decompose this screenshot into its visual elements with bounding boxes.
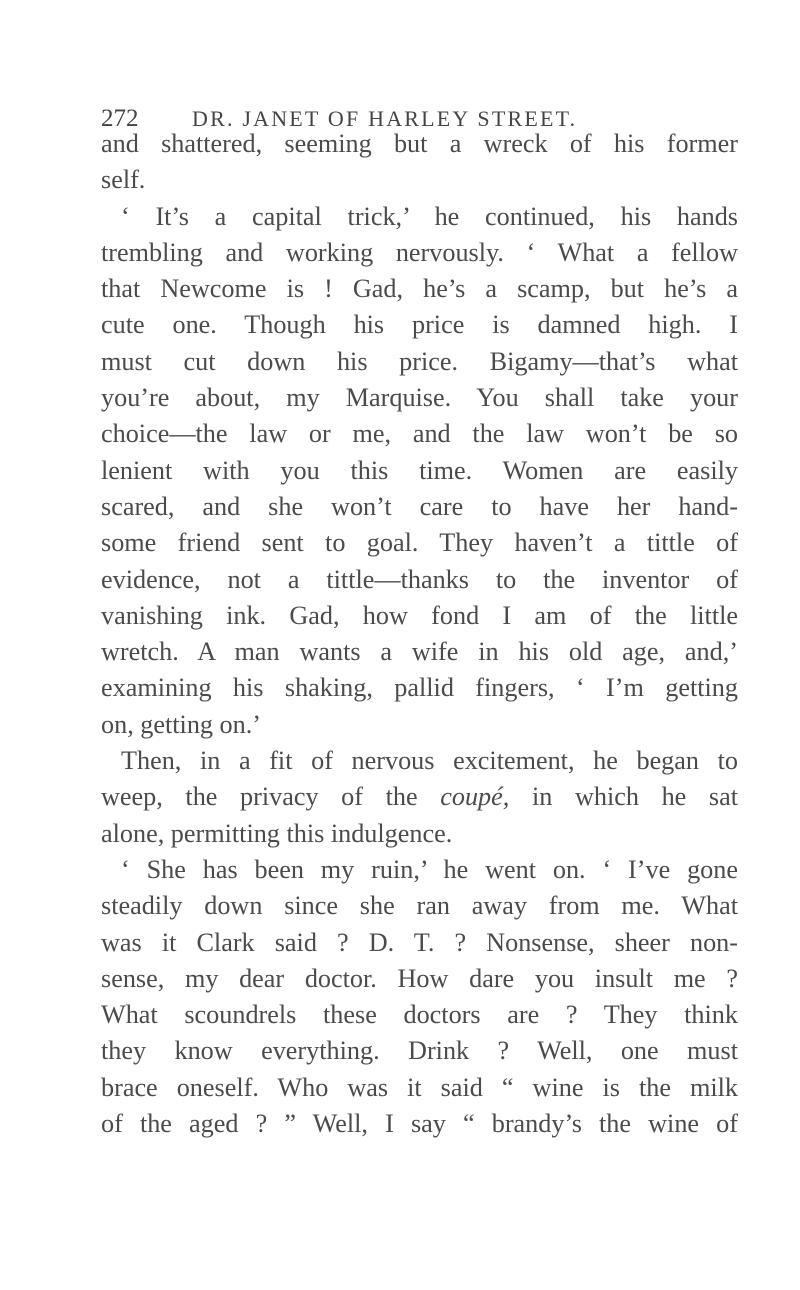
text-line: of the aged ? ” Well, I say “ brandy’s the wine of bbox=[101, 1109, 738, 1139]
text-line: some friend sent to goal. They haven’t a tittle of bbox=[101, 528, 738, 558]
text-segment: in which he sat bbox=[531, 782, 738, 812]
text-line: alone, permitting this indulgence. bbox=[101, 818, 453, 848]
text-line: must cut down his price. Bigamy—that’s what bbox=[101, 346, 738, 376]
text-line: wretch. A man wants a wife in his old age, and,’ bbox=[101, 637, 738, 667]
text-line: What scoundrels these doctors are ? They think bbox=[101, 1000, 738, 1030]
body-text bbox=[101, 126, 738, 1142]
text-line: brace oneself. Who was it said “ wine is the milk bbox=[101, 1072, 738, 1102]
text-line: that Newcome is ! Gad, he’s a scamp, but he’s a bbox=[101, 274, 738, 304]
text-line: choice—the law or me, and the law won’t be so bbox=[101, 419, 738, 449]
text-line: evidence, not a tittle—thanks to the inventor of bbox=[101, 564, 738, 594]
running-title: DR. JANET OF HARLEY STREET. bbox=[192, 106, 578, 131]
text-line: you’re about, my Marquise. You shall take your bbox=[101, 383, 738, 413]
text-line: scared, and she won’t care to have her hand- bbox=[101, 491, 738, 521]
italic-word: coupé, bbox=[440, 782, 510, 812]
text-line: on, getting on.’ bbox=[101, 709, 262, 739]
text-line: self. bbox=[101, 165, 146, 195]
text-line: Then, in a fit of nervous excitement, he began to bbox=[121, 746, 738, 776]
text-line: vanishing ink. Gad, how fond I am of the little bbox=[101, 600, 738, 630]
text-line: ‘ She has been my ruin,’ he went on. ‘ I’ve gone bbox=[121, 854, 738, 884]
text-line: they know everything. Drink ? Well, one must bbox=[101, 1036, 738, 1066]
text-line-mixed bbox=[101, 779, 738, 815]
page-number: 272 bbox=[101, 105, 139, 132]
text-line: and shattered, seeming but a wreck of his former bbox=[101, 129, 738, 158]
text-line: cute one. Though his price is damned high. I bbox=[101, 310, 738, 340]
text-line: was it Clark said ? D. T. ? Nonsense, sheer non- bbox=[101, 927, 738, 957]
text-line: examining his shaking, pallid fingers, ‘ I’m getting bbox=[101, 673, 738, 703]
text-line: trembling and working nervously. ‘ What a fellow bbox=[101, 237, 738, 267]
text-line: sense, my dear doctor. How dare you insult me ? bbox=[101, 963, 738, 993]
text-segment: weep, the privacy of the bbox=[101, 782, 418, 812]
text-line: steadily down since she ran away from me. What bbox=[101, 891, 738, 921]
text-line: ‘ It’s a capital trick,’ he continued, his hands bbox=[121, 201, 738, 231]
text-line: lenient with you this time. Women are easily bbox=[101, 455, 738, 485]
